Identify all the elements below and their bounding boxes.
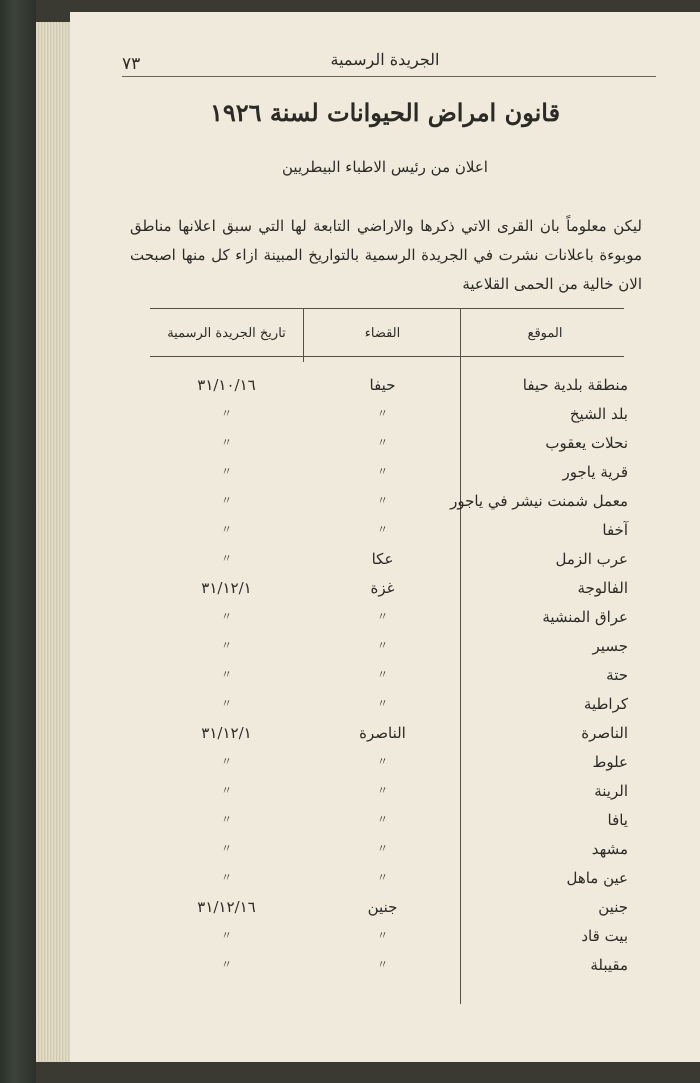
- district-cell: جنين: [367, 898, 398, 916]
- table-row: [70, 695, 700, 724]
- notice-paragraph: ليكن معلوماً بان القرى الاتي ذكرها والاراضي التابعة لها التي سبق اعلانها مناطق موبوءة باعلانات نشرت في الجريدة الرسمية بالتواريخ المبينة ازاء كل منها اصبحت الان خالية من الحمى القلاعية: [130, 217, 642, 293]
- district-cell: 〃: [377, 494, 388, 507]
- district-cell: 〃: [377, 958, 388, 971]
- table-header-rule: [150, 356, 624, 357]
- document-page: [70, 12, 700, 1062]
- table-row: [70, 521, 700, 550]
- table-row: [70, 898, 700, 927]
- district-cell: 〃: [377, 639, 388, 652]
- date-cell: 〃: [221, 465, 232, 478]
- table-row: [70, 724, 700, 753]
- date-cell: 〃: [221, 639, 232, 652]
- location-cell: بلد الشيخ: [569, 405, 628, 423]
- header-rule: [122, 76, 656, 77]
- district-cell: 〃: [377, 668, 388, 681]
- location-cell: قرية ياجور: [562, 463, 628, 481]
- date-cell: 〃: [221, 958, 232, 971]
- table-row: [70, 869, 700, 898]
- location-cell: مشهد: [591, 840, 628, 858]
- table-row: [70, 434, 700, 463]
- date-cell: 〃: [221, 842, 232, 855]
- table-row: [70, 405, 700, 434]
- location-cell: حتة: [606, 666, 628, 684]
- date-cell: ٣١/١٢/١: [201, 724, 252, 742]
- location-cell: جنين: [598, 898, 628, 916]
- date-cell: 〃: [221, 494, 232, 507]
- location-cell: يافا: [607, 811, 628, 829]
- date-cell: ٣١/١٢/١: [201, 579, 252, 597]
- table-row: [70, 637, 700, 666]
- location-cell: جسير: [592, 637, 628, 655]
- date-cell: 〃: [221, 407, 232, 420]
- notice-subtitle: اعلان من رئيس الاطباء البيطريين: [282, 158, 488, 176]
- table-row: [70, 376, 700, 405]
- location-cell: آخفا: [602, 521, 628, 539]
- column-header-date: تاريخ الجريدة الرسمية: [167, 326, 286, 341]
- table-row: [70, 956, 700, 985]
- page-number: ٧٣: [122, 54, 141, 74]
- district-cell: 〃: [377, 755, 388, 768]
- table-column-rule: [303, 308, 304, 362]
- book-binding: [0, 0, 36, 1083]
- date-cell: 〃: [221, 784, 232, 797]
- date-cell: ٣١/١٠/١٦: [197, 376, 256, 394]
- location-cell: كراطية: [583, 695, 628, 713]
- district-cell: حيفا: [369, 376, 396, 394]
- district-cell: 〃: [377, 842, 388, 855]
- table-row: [70, 463, 700, 492]
- date-cell: ٣١/١٢/١٦: [197, 898, 256, 916]
- location-cell: عرب الزمل: [555, 550, 628, 568]
- district-cell: عكا: [371, 550, 394, 568]
- location-cell: علوط: [592, 753, 628, 771]
- district-cell: 〃: [377, 784, 388, 797]
- location-cell: بيت قاد: [581, 927, 628, 945]
- table-row: [70, 550, 700, 579]
- district-cell: غزة: [370, 579, 395, 597]
- table-row: [70, 666, 700, 695]
- district-cell: الناصرة: [359, 724, 406, 742]
- table-row: [70, 579, 700, 608]
- law-title: قانون امراض الحيوانات لسنة ١٩٢٦: [209, 98, 561, 127]
- district-cell: 〃: [377, 436, 388, 449]
- district-cell: 〃: [377, 813, 388, 826]
- district-cell: 〃: [377, 465, 388, 478]
- district-cell: 〃: [377, 929, 388, 942]
- table-row: [70, 608, 700, 637]
- date-cell: 〃: [221, 755, 232, 768]
- location-cell: عراق المنشية: [542, 608, 628, 626]
- date-cell: 〃: [221, 813, 232, 826]
- table-row: [70, 840, 700, 869]
- district-cell: 〃: [377, 871, 388, 884]
- location-cell: عين ماهل: [566, 869, 628, 887]
- date-cell: 〃: [221, 697, 232, 710]
- district-cell: 〃: [377, 610, 388, 623]
- district-cell: 〃: [377, 523, 388, 536]
- column-header-location: الموقع: [527, 326, 563, 341]
- location-cell: مقيبلة: [590, 956, 628, 974]
- running-head: الجريدة الرسمية: [330, 50, 440, 69]
- date-cell: 〃: [221, 871, 232, 884]
- district-cell: 〃: [377, 697, 388, 710]
- location-cell: الرينة: [594, 782, 628, 800]
- date-cell: 〃: [221, 523, 232, 536]
- location-cell: الناصرة: [581, 724, 628, 742]
- table-row: [70, 811, 700, 840]
- table-row: [70, 753, 700, 782]
- location-cell: نحلات يعقوب: [545, 434, 628, 452]
- location-cell: معمل شمنت نيشر في ياجور: [450, 492, 628, 510]
- location-cell: الفالوجة: [577, 579, 628, 597]
- column-header-district: القضاء: [364, 326, 401, 341]
- table-top-rule: [150, 308, 624, 309]
- date-cell: 〃: [221, 668, 232, 681]
- date-cell: 〃: [221, 610, 232, 623]
- location-cell: منطقة بلدية حيفا: [522, 376, 628, 394]
- district-cell: 〃: [377, 407, 388, 420]
- date-cell: 〃: [221, 552, 232, 565]
- table-row: [70, 927, 700, 956]
- date-cell: 〃: [221, 436, 232, 449]
- table-row: [70, 782, 700, 811]
- table-row: [70, 492, 700, 521]
- date-cell: 〃: [221, 929, 232, 942]
